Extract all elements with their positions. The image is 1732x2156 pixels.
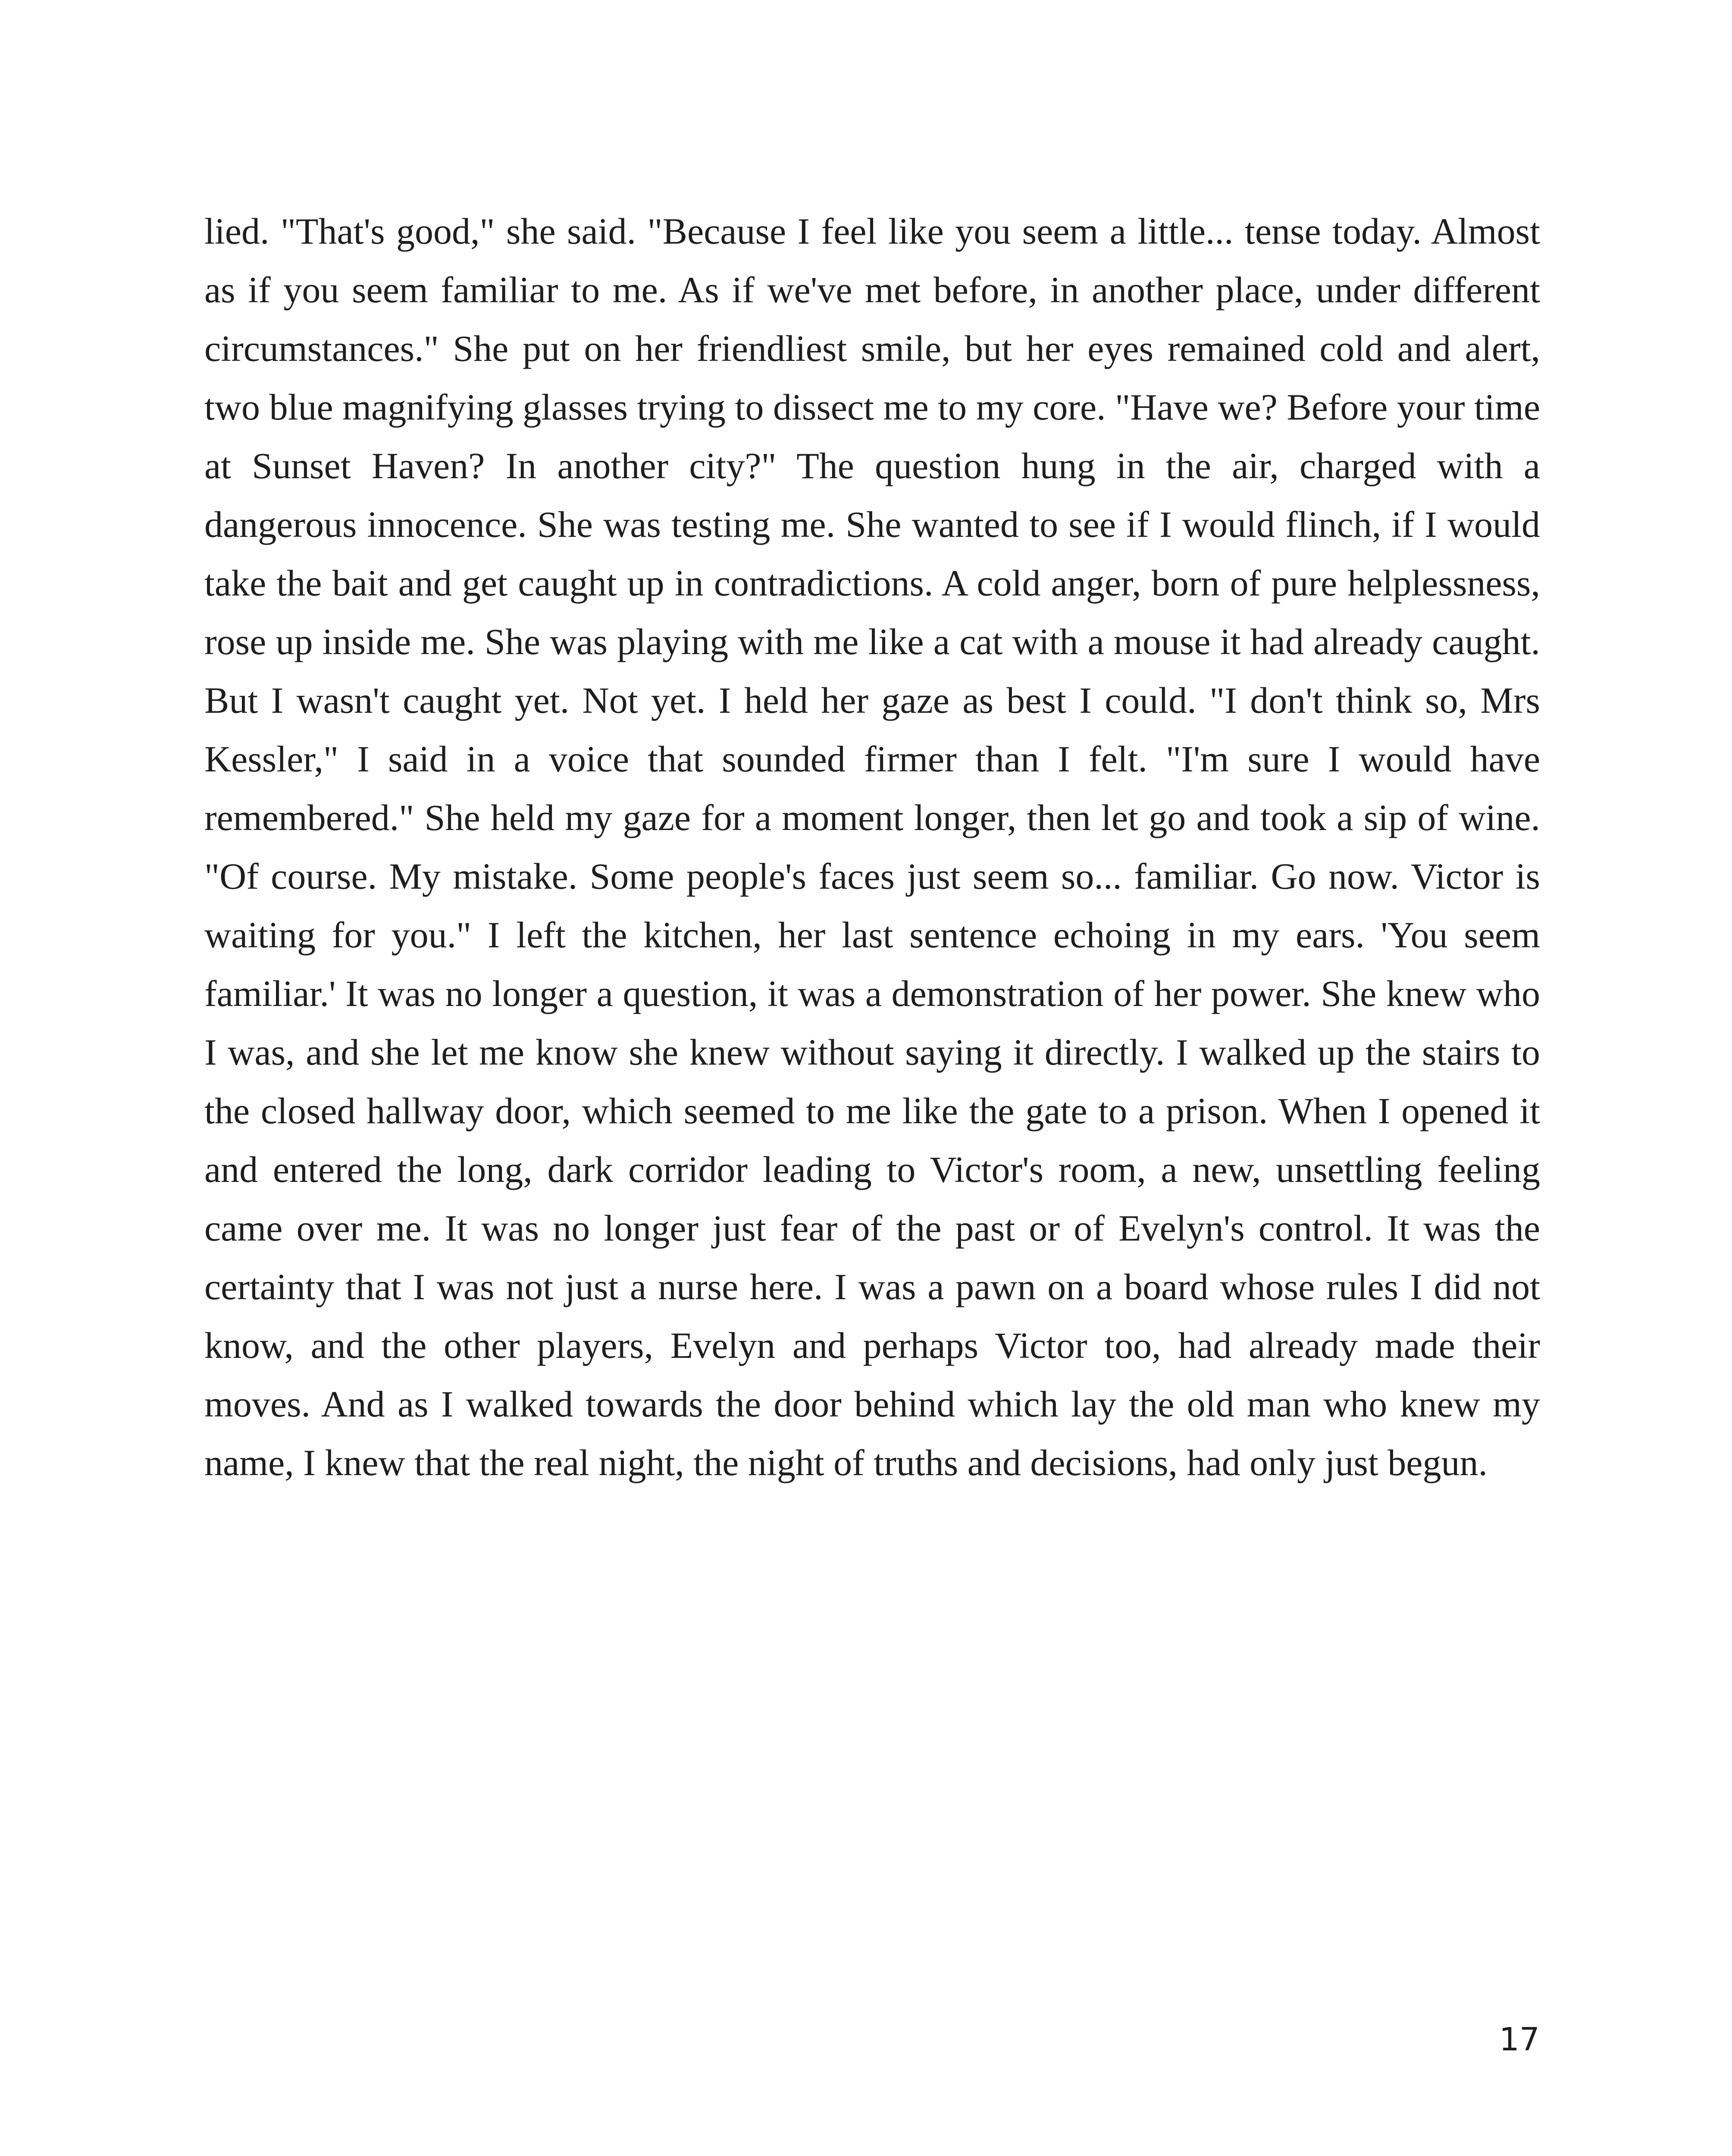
page-number: 17: [1499, 2021, 1540, 2058]
body-paragraph: lied. "That's good," she said. "Because I feel like you seem a little... tense today. Almost as if you seem familiar to me. As if we've met before, in another place, under different circumstances." She put on her friendliest smile, but her eyes remained cold and alert, two blue magnifying glasses trying to dissect me to my core. "Have we? Before your time at Sunset Haven? In another city?" The question hung in the air, charged with a dangerous innocence. She was testing me. She wanted to see if I would flinch, if I would take the bait and get caught up in contradictions. A cold anger, born of pure helplessness, rose up inside me. She was playing with me like a cat with a mouse it had already caught. But I wasn't caught yet. Not yet. I held her gaze as best I could. "I don't think so, Mrs Kessler," I said in a voice that sounded firmer than I felt. "I'm sure I would have remembered." She held my gaze for a moment longer, then let go and took a sip of wine. "Of course. My mistake. Some people's faces just seem so... familiar. Go now. Victor is waiting for you." I left the kitchen, her last sentence echoing in my ears. 'You seem familiar.' It was no longer a question, it was a demonstration of her power. She knew who I was, and she let me know she knew without saying it directly. I walked up the stairs to the closed hallway door, which seemed to me like the gate to a prison. When I opened it and entered the long, dark corridor leading to Victor's room, a new, unsettling feeling came over me. It was no longer just fear of the past or of Evelyn's control. It was the certainty that I was not just a nurse here. I was a pawn on a board whose rules I did not know, and the other players, Evelyn and perhaps Victor too, had already made their moves. And as I walked towards the door behind which lay the old man who knew my name, I knew that the real night, the night of truths and decisions, had only just begun.: [204, 210, 1540, 1483]
